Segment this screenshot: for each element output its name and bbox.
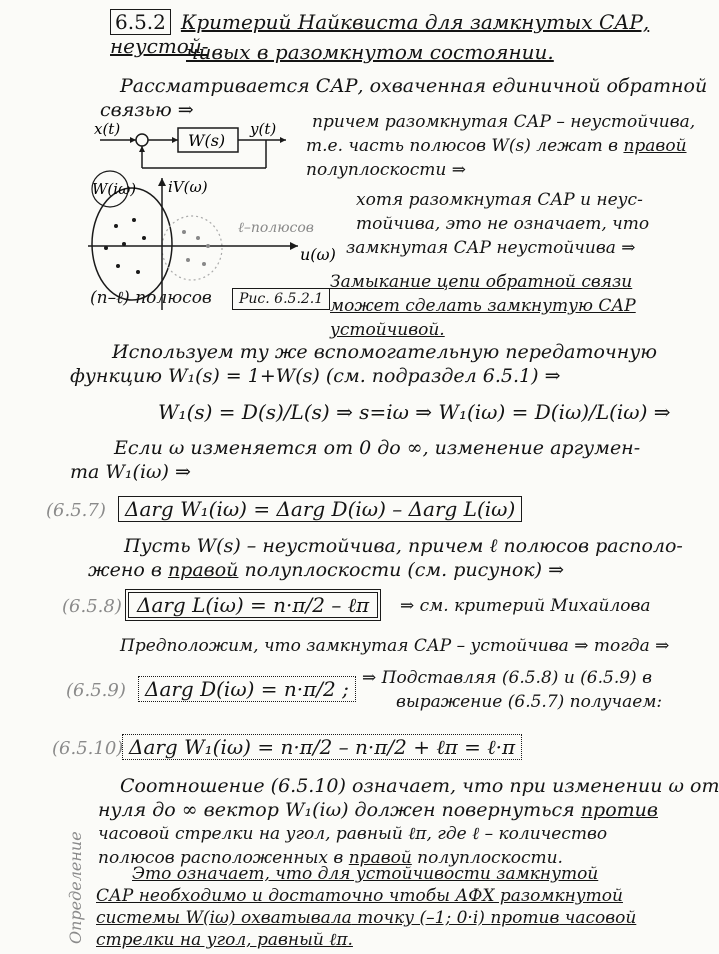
- right3-line1: Замыкание цепи обратной связи: [330, 272, 633, 292]
- imag-axis-label: iV(ω): [168, 178, 208, 196]
- eq2-formula: Δarg L(iω) = n·π/2 – ℓπ: [128, 592, 378, 618]
- left-poles-label: (n–ℓ) полюсов: [90, 288, 212, 308]
- right3-line3: устойчивой.: [330, 320, 445, 340]
- definition-line3: системы W(iω) охватывала точку (–1; 0·i) против часовой: [96, 908, 637, 928]
- eq3-note1: ⇒ Подставляя (6.5.8) и (6.5.9) в: [362, 668, 652, 688]
- body4-line2: нуля до ∞ вектор W₁(iω) должен повернуться против: [98, 799, 658, 821]
- body4-line1: Соотношение (6.5.10) означает, что при изменении ω от: [120, 775, 719, 797]
- block-label: W(s): [188, 131, 226, 150]
- intro-line1: Рассматривается САР, охваченная единичной обратной: [120, 75, 708, 97]
- body1-line4: та W₁(iω) ⇒: [70, 461, 191, 483]
- right-poles-label: ℓ–полюсов: [238, 220, 314, 236]
- right2-line1: хотя разомкнутая САР и неус-: [356, 190, 643, 210]
- eq2-number: (6.5.8): [62, 596, 122, 617]
- definition-line2: САР необходимо и достаточно чтобы АФХ разомкнутой: [96, 886, 623, 906]
- figure-caption: Рис. 6.5.2.1: [232, 288, 330, 310]
- right1-line1: причем разомкнутая САР – неустойчива,: [312, 112, 696, 132]
- input-signal-label: x(t): [94, 120, 121, 138]
- real-axis-label: u(ω): [300, 245, 336, 264]
- definition-line1: Это означает, что для устойчивости замкнутой: [132, 864, 599, 884]
- body2-line1: Пусть W(s) – неустойчива, причем ℓ полюсов располо-: [124, 535, 683, 557]
- body2-line2: жено в правой полуплоскости (см. рисунок) ⇒: [88, 559, 564, 581]
- right2-line3: замкнутая САР неустойчива ⇒: [346, 238, 636, 258]
- summing-junction-icon: [136, 134, 148, 146]
- body4-line4: полюсов расположенных в правой полуплоскости.: [98, 848, 563, 868]
- eq4-number: (6.5.10): [52, 738, 124, 759]
- intro-line2: связью ⇒: [100, 99, 194, 121]
- body4-line3: часовой стрелки на угол, равный ℓπ, где ℓ – количество: [98, 824, 608, 844]
- plot-function-label: W(iω): [92, 180, 137, 198]
- eq1-number: (6.5.7): [46, 500, 106, 521]
- right2-line2: тойчива, это не означает, что: [356, 214, 650, 234]
- right3-line2: может сделать замкнутую САР: [330, 296, 636, 316]
- feedback-block-diagram: [90, 118, 310, 180]
- eq2-note: ⇒ см. критерий Михайлова: [400, 596, 651, 616]
- body1-line1: Используем ту же вспомогательную передаточную: [112, 341, 658, 363]
- definition-line4: стрелки на угол, равный ℓπ.: [96, 930, 353, 950]
- section-title-line2: чивых в разомкнутом состоянии.: [186, 40, 554, 64]
- right1-line2: т.е. часть полюсов W(s) лежат в правой: [306, 136, 687, 156]
- body1-line2: функцию W₁(s) = 1+W(s) (см. подраздел 6.5.1) ⇒: [70, 365, 561, 387]
- substitution-formula: W₁(s) = D(s)/L(s) ⇒ s=iω ⇒ W₁(iω) = D(iω)/L(iω) ⇒: [158, 400, 671, 424]
- eq3-number: (6.5.9): [66, 680, 126, 701]
- output-signal-label: y(t): [250, 120, 277, 138]
- section-title-line1: Критерий Найквиста для замкнутых САР, неустой-: [110, 10, 650, 58]
- section-number: 6.5.2: [110, 9, 171, 35]
- eq3-note2: выражение (6.5.7) получаем:: [396, 692, 663, 712]
- eq4-formula: Δarg W₁(iω) = n·π/2 – n·π/2 + ℓπ = ℓ·π: [122, 734, 522, 760]
- right1-line3: полуплоскости ⇒: [306, 160, 467, 180]
- body3-line1: Предположим, что замкнутая САР – устойчива ⇒ тогда ⇒: [120, 636, 670, 656]
- body1-line3: Если ω изменяется от 0 до ∞, изменение аргумен-: [114, 437, 641, 459]
- definition-side-label: Определение: [66, 831, 85, 944]
- eq3-formula: Δarg D(iω) = n·π/2 ;: [138, 676, 356, 702]
- eq1-formula: Δarg W₁(iω) = Δarg D(iω) – Δarg L(iω): [118, 496, 522, 522]
